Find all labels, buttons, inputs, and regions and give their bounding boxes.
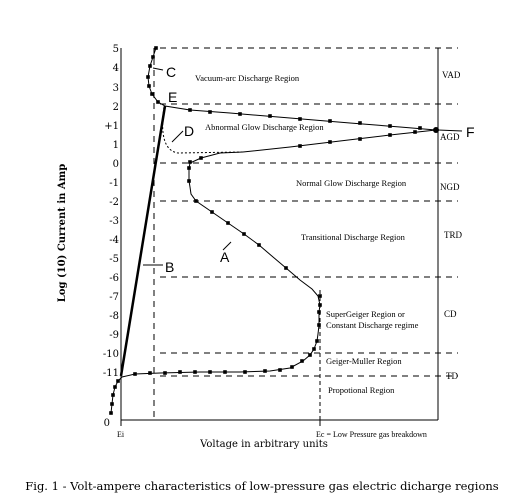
region-abbreviation: TD bbox=[446, 371, 458, 381]
curve-B-line bbox=[121, 106, 165, 376]
region-label: Vacuum-arc Discharge Region bbox=[195, 73, 300, 83]
data-point bbox=[163, 371, 167, 375]
data-point bbox=[147, 84, 151, 88]
data-point bbox=[315, 339, 319, 343]
region-abbreviation: AGD bbox=[440, 132, 460, 142]
data-point bbox=[242, 232, 246, 236]
data-point bbox=[317, 310, 321, 314]
curve-label-d: D bbox=[184, 123, 195, 139]
data-point bbox=[150, 92, 154, 96]
y-tick-label: -11 bbox=[102, 368, 119, 379]
y-tick-label: -9 bbox=[109, 330, 119, 341]
data-point bbox=[388, 133, 392, 137]
y-tick-label: -7 bbox=[109, 292, 119, 303]
data-point bbox=[223, 370, 227, 374]
label-D-leader bbox=[172, 131, 183, 142]
data-point bbox=[290, 365, 294, 369]
y-tick-label: -10 bbox=[102, 349, 119, 360]
x-axis-title: Voltage in arbitrary units bbox=[200, 439, 328, 450]
x-tick-label: Ec = Low Pressure gas breakdown bbox=[316, 430, 427, 439]
data-point bbox=[148, 371, 152, 375]
y-tick-label: 3 bbox=[112, 83, 119, 94]
curve-label-b: B bbox=[165, 259, 175, 275]
y-tick-label: 2 bbox=[112, 102, 119, 113]
data-point bbox=[146, 75, 150, 79]
data-point bbox=[308, 353, 312, 357]
region-abbreviation: VAD bbox=[442, 70, 461, 80]
data-point bbox=[116, 379, 120, 383]
data-point bbox=[257, 243, 261, 247]
upper-characteristic-curve bbox=[148, 48, 436, 130]
data-point bbox=[178, 370, 182, 374]
y-tick-label: 5 bbox=[112, 44, 119, 55]
y-axis-title: Log (10) Current in Amp bbox=[57, 163, 68, 303]
data-point bbox=[156, 100, 160, 104]
data-point bbox=[413, 130, 417, 134]
data-point bbox=[148, 64, 152, 68]
data-point bbox=[263, 369, 267, 373]
y-tick-label: -4 bbox=[109, 235, 119, 246]
data-point bbox=[193, 370, 197, 374]
label-F-leader bbox=[438, 130, 462, 131]
region-label: Normal Glow Discharge Region bbox=[296, 178, 407, 188]
data-point bbox=[111, 393, 115, 397]
data-point bbox=[208, 370, 212, 374]
data-point bbox=[358, 137, 362, 141]
y-tick-label: 0 bbox=[112, 159, 119, 170]
data-point bbox=[238, 112, 242, 116]
data-point bbox=[328, 140, 332, 144]
data-point bbox=[194, 199, 198, 203]
data-point bbox=[312, 347, 316, 351]
region-label: Transitional Discharge Region bbox=[301, 232, 405, 242]
data-point bbox=[208, 110, 212, 114]
y-tick-label: +1 bbox=[104, 121, 119, 132]
region-label: Abnormal Glow Discharge Region bbox=[205, 122, 324, 132]
region-label: Propotional Region bbox=[328, 385, 395, 395]
curve-label-c: C bbox=[166, 64, 177, 80]
y-tick-label: -1 bbox=[109, 178, 119, 189]
region-label: Constant Discharge regime bbox=[326, 320, 419, 330]
region-abbreviation: NGD bbox=[440, 182, 460, 192]
y-tick-label: -8 bbox=[109, 311, 119, 322]
data-point bbox=[278, 368, 282, 372]
data-point bbox=[133, 372, 137, 376]
data-point bbox=[187, 179, 191, 183]
y-tick-label: -2 bbox=[109, 197, 119, 208]
figure-caption: Fig. 1 - Volt-ampere characteristics of low-pressure gas electric dicharge regions bbox=[25, 479, 499, 493]
data-point bbox=[188, 108, 192, 112]
data-point bbox=[268, 114, 272, 118]
data-point bbox=[317, 323, 321, 327]
data-point bbox=[226, 221, 230, 225]
data-point bbox=[199, 156, 203, 160]
data-point bbox=[418, 126, 422, 130]
labels bbox=[25, 64, 499, 493]
data-point bbox=[110, 402, 114, 406]
abnormal-glow-curve bbox=[243, 130, 436, 152]
data-point bbox=[318, 294, 322, 298]
x-tick-label: Ei bbox=[117, 430, 125, 439]
data-point bbox=[210, 210, 214, 214]
data-point bbox=[113, 385, 117, 389]
data-point bbox=[358, 121, 362, 125]
data-point bbox=[109, 411, 113, 415]
curve-label-f: F bbox=[466, 124, 475, 140]
data-point bbox=[284, 266, 288, 270]
data-point bbox=[318, 303, 322, 307]
y-tick-label: 1 bbox=[112, 140, 119, 151]
main-characteristic-curve bbox=[111, 152, 320, 413]
region-abbreviation: CD bbox=[444, 309, 457, 319]
data-point bbox=[151, 55, 155, 59]
y-tick-label: 0 bbox=[103, 418, 110, 429]
region-label: Geiger-Muller Region bbox=[326, 356, 402, 366]
data-point bbox=[154, 46, 158, 50]
y-tick-label: 4 bbox=[112, 63, 119, 74]
curve-label-a: A bbox=[220, 249, 230, 265]
data-point bbox=[187, 166, 191, 170]
region-abbreviation: TRD bbox=[444, 230, 462, 240]
data-point bbox=[328, 119, 332, 123]
data-point bbox=[243, 370, 247, 374]
curve-label-e: E bbox=[168, 89, 178, 105]
region-label: SuperGeiger Region or bbox=[326, 309, 405, 319]
data-point bbox=[388, 124, 392, 128]
data-point bbox=[298, 144, 302, 148]
y-tick-label: -3 bbox=[109, 216, 119, 227]
data-point bbox=[298, 117, 302, 121]
y-tick-label: -5 bbox=[109, 254, 119, 265]
y-tick-label: -6 bbox=[109, 273, 119, 284]
data-point bbox=[188, 160, 192, 164]
label-C-leader bbox=[153, 68, 163, 70]
data-point bbox=[300, 359, 304, 363]
